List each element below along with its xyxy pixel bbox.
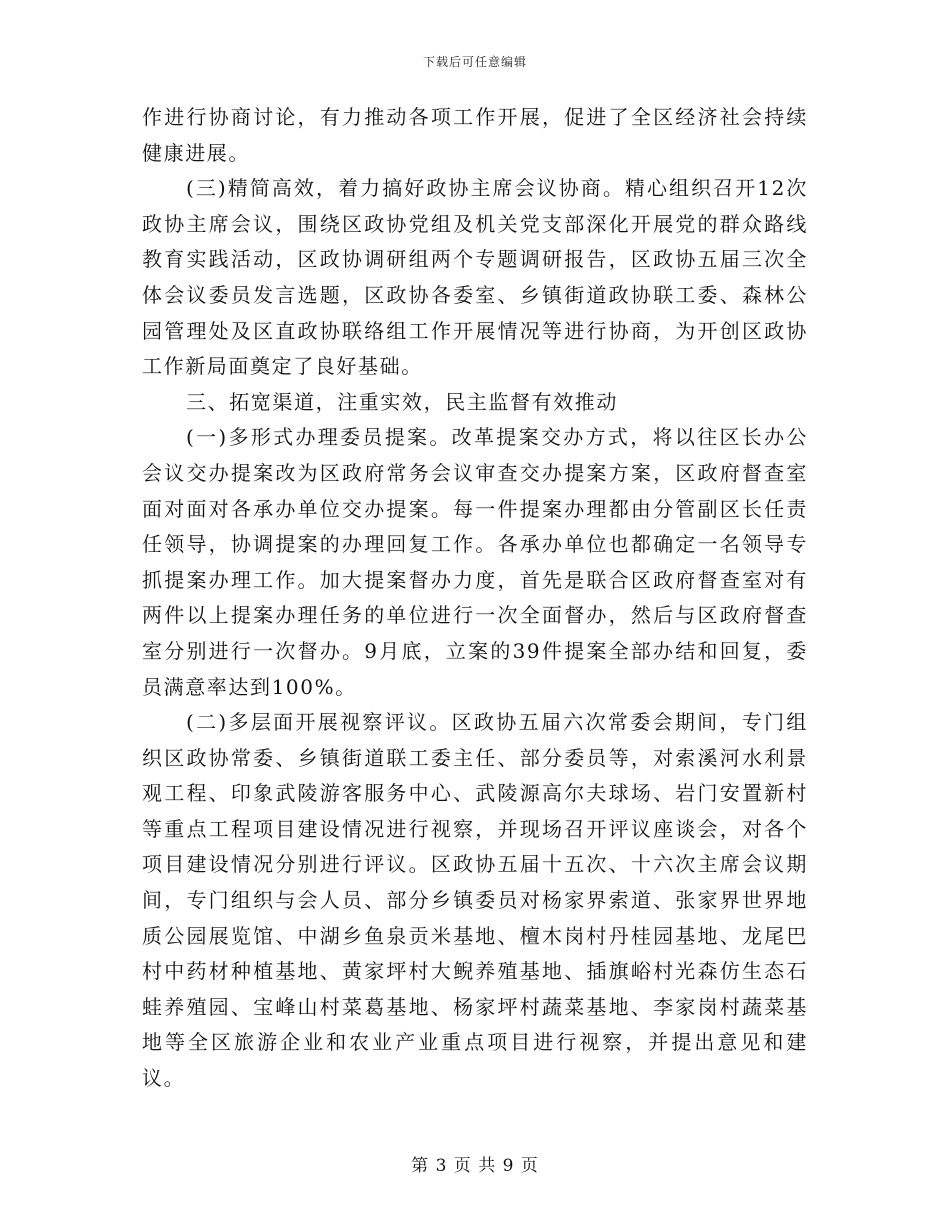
paragraph-2: (三)精简高效，着力搞好政协主席会议协商。精心组织召开12次政协主席会议，围绕区政协党组及机关党支部深化开展党的群众路线教育实践活动，区政协调研组两个专题调研报告，区政协五届三次全体会议委员发言选题，区政协各委室、乡镇街道政协联工委、森林公园管理处及区直政协联络组工作开展情况等进行协商，为开创区政协工作新局面奠定了良好基础。 <box>142 176 808 379</box>
section-heading: 三、拓宽渠道，注重实效，民主监督有效推动 <box>186 389 618 414</box>
paragraph-1: 作进行协商讨论，有力推动各项工作开展，促进了全区经济社会持续健康进展。 <box>142 105 808 165</box>
document-body <box>142 100 808 1097</box>
page-number-footer: 第 3 页 共 9 页 <box>411 1156 539 1176</box>
paragraph-4: (二)多层面开展视察评议。区政协五届六次常委会期间，专门组织区政协常委、乡镇街道联工委主任、部分委员等，对索溪河水利景观工程、印象武陵游客服务中心、武陵源高尔夫球场、岩门安置新村等重点工程项目建设情况进行视察，并现场召开评议座谈会，对各个项目建设情况分别进行评议。区政协五届十五次、十六次主席会议期间，专门组织与会人员、部分乡镇委员对杨家界索道、张家界世界地质公园展览馆、中湖乡鱼泉贡米基地、檀木岗村丹桂园基地、龙尾巴村中药材种植基地、黄家坪村大鲵养殖基地、插旗峪村光森仿生态石蛙养殖园、宝峰山村菜葛基地、杨家坪村蔬菜基地、李家岗村蔬菜基地等全区旅游企业和农业产业重点项目进行视察，并提出意见和建议。 <box>142 710 808 1091</box>
page-header: 下载后可任意编辑 <box>422 55 527 69</box>
paragraph-3: (一)多形式办理委员提案。改革提案交办方式，将以往区长办公会议交办提案改为区政府常务会议审查交办提案方案，区政府督查室面对面对各承办单位交办提案。每一件提案办理都由分管副区长任责任领导，协调提案的办理回复工作。各承办单位也都确定一名领导专抓提案办理工作。加大提案督办力度，首先是联合区政府督查室对有两件以上提案办理任务的单位进行一次全面督办，然后与区政府督查室分别进行一次督办。9月底，立案的39件提案全部办结和回复，委员满意率达到100%。 <box>142 425 808 699</box>
